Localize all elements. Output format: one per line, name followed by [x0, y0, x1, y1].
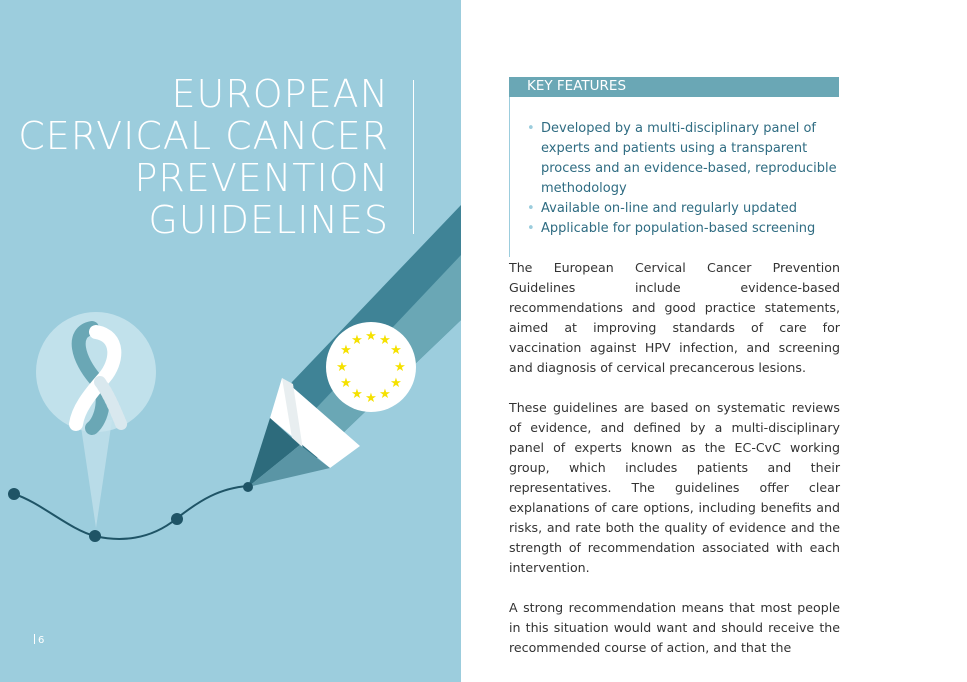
title-line: GUIDELINES — [148, 198, 389, 242]
line-node — [8, 488, 20, 500]
paragraph: These guidelines are based on systematic reviews of evidence, and defined by a multi-disciplinary panel of experts known as the EC-CvC working group, which includes patients and their representatives. The guidelines offer clear explanations of care options, including benefits and risks, and rate both the quality of evidence and the strength of recommendation associated with each intervention. — [509, 400, 840, 575]
page-number-bar — [34, 634, 35, 644]
list-item — [527, 219, 839, 239]
key-features-list — [509, 97, 839, 239]
body-text — [509, 258, 840, 678]
line-node — [171, 513, 183, 525]
svg-text:★: ★ — [340, 376, 352, 391]
key-features-rule — [509, 97, 510, 257]
eu-stars-icon — [326, 322, 416, 412]
svg-text:★: ★ — [379, 387, 391, 402]
drawn-line — [14, 486, 248, 539]
page-number-value: 6 — [38, 635, 45, 646]
line-node — [89, 530, 101, 542]
svg-text:★: ★ — [336, 360, 348, 375]
page-number — [34, 634, 44, 646]
svg-text:★: ★ — [340, 343, 352, 358]
paragraph: The European Cervical Cancer Prevention Guidelines include evidence-based recommendations and good practice statements, aimed at improving standards of care for vaccination against HPV infection, and screening and diagnosis of cervical precancerous lesions. — [509, 260, 840, 375]
svg-text:★: ★ — [351, 387, 363, 402]
title-line: CERVICAL CANCER — [18, 114, 389, 158]
svg-text:★: ★ — [390, 343, 402, 358]
svg-text:★: ★ — [365, 329, 377, 344]
paragraph: A strong recommendation means that most people in this situation would want and should receive the recommended course of action, and that the — [509, 600, 840, 655]
list-item-text: Developed by a multi-disciplinary panel of experts and patients using a transparent process and an evidence-based, reproducible methodology — [541, 121, 837, 196]
awareness-ribbon-icon — [36, 312, 156, 528]
title-divider — [413, 80, 414, 234]
svg-text:★: ★ — [379, 333, 391, 348]
key-features-header: KEY FEATURES — [509, 77, 839, 97]
list-item — [527, 119, 839, 199]
bullet-icon: • — [527, 201, 535, 216]
svg-text:★: ★ — [365, 391, 377, 406]
line-node — [243, 482, 253, 492]
title-line: PREVENTION — [134, 156, 389, 200]
list-item-text: Applicable for population-based screening — [541, 221, 816, 236]
key-features-box — [509, 77, 839, 239]
left-panel — [0, 0, 461, 682]
list-item-text: Available on-line and regularly updated — [541, 201, 798, 216]
title-line: EUROPEAN — [171, 72, 389, 116]
list-item — [527, 199, 839, 219]
svg-text:★: ★ — [351, 333, 363, 348]
bullet-icon: • — [527, 221, 535, 236]
page-title — [18, 73, 389, 241]
svg-text:★: ★ — [394, 360, 406, 375]
svg-text:★: ★ — [390, 376, 402, 391]
bullet-icon: • — [527, 121, 535, 136]
